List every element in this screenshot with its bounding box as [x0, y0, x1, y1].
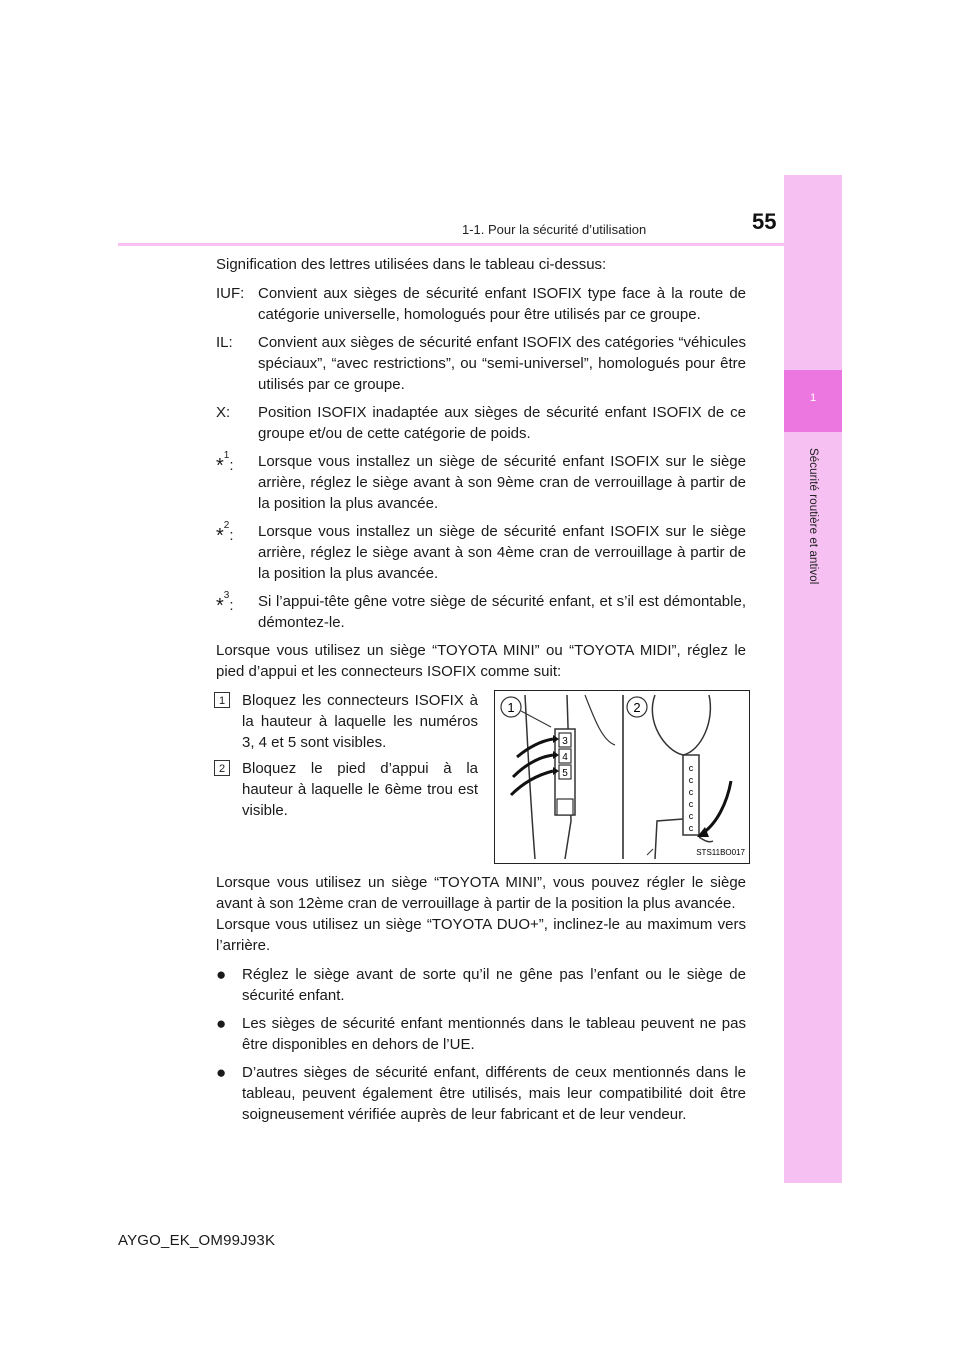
step-item	[216, 690, 478, 753]
figure-code: STS11BO017	[696, 848, 745, 857]
footnote-marker: *$^3$:	[216, 590, 234, 617]
footnote-text: Si l’appui-tête gêne votre siège de sécurité enfant, et s’il est démontable, démontez-le.	[258, 593, 746, 631]
chapter-sidebar	[784, 175, 842, 1183]
connector-number-5: 5	[562, 768, 568, 779]
svg-text:c: c	[688, 775, 694, 785]
bullet-icon: ●	[216, 965, 227, 984]
section-title: 1-1. Pour la sécurité d’utilisation	[462, 222, 647, 237]
bullet-icon: ●	[216, 1014, 227, 1033]
chapter-number: 1	[809, 392, 817, 404]
definition-text: Position ISOFIX inadaptée aux sièges de sécurité enfant ISOFIX de ce groupe et/ou de cette catégorie de poids.	[258, 404, 746, 442]
bullet-item	[216, 1013, 746, 1055]
bullet-text: Les sièges de sécurité enfant mentionnés dans le tableau peuvent ne pas être disponibles en dehors de l’UE.	[242, 1015, 746, 1053]
definition-item	[216, 283, 746, 325]
svg-text:c: c	[688, 811, 694, 821]
callout-1: 1	[507, 700, 515, 715]
toyota-seat-intro: Lorsque vous utilisez un siège “TOYOTA MINI” ou “TOYOTA MIDI”, réglez le pied d’appui et les connecteurs ISOFIX comme suit:	[216, 642, 746, 680]
chapter-title: Sécurité routière et antivol	[807, 448, 819, 585]
step-item	[216, 758, 478, 821]
footnote-marker: *$^2$:	[216, 520, 234, 547]
document-code: AYGO_EK_OM99J93K	[118, 1232, 276, 1249]
step-number: 2	[214, 760, 230, 776]
footnote-item	[216, 521, 746, 584]
definition-item	[216, 332, 746, 395]
svg-text:c: c	[688, 799, 694, 809]
bullet-item	[216, 964, 746, 1006]
footnote-marker: *$^1$:	[216, 450, 234, 477]
footnote-item	[216, 591, 746, 633]
steps-with-figure	[216, 690, 746, 868]
definition-text: Convient aux sièges de sécurité enfant ISOFIX des catégories “véhicules spéciaux”, “avec restrictions”, ou “semi-universel”, homologués pour être utilisés par ce groupe.	[258, 334, 746, 393]
step-text: Bloquez le pied d’appui à la hauteur à laquelle le 6ème trou est visible.	[242, 760, 478, 819]
footnote-text: Lorsque vous installez un siège de sécurité enfant ISOFIX sur le siège arrière, réglez le siège avant à son 4ème cran de verrouillage à partir de la position la plus avancée.	[258, 523, 746, 582]
step-number: 1	[214, 692, 230, 708]
svg-text:c: c	[688, 763, 694, 773]
definition-text: Convient aux sièges de sécurité enfant ISOFIX type face à la route de catégorie universelle, homologués pour être utilisés par ce groupe.	[258, 285, 746, 323]
definitions-intro: Signification des lettres utilisées dans le tableau ci-dessus:	[216, 256, 607, 273]
bullet-text: Réglez le siège avant de sorte qu’il ne gêne pas l’enfant ou le siège de sécurité enfant.	[242, 966, 746, 1004]
bullet-text: D’autres sièges de sécurité enfant, différents de ceux mentionnés dans le tableau, peuvent également être utilisés, mais leur compatibilité doit être soigneusement vérifiée auprès de leur fabricant et de leur vendeur.	[242, 1064, 746, 1123]
toyota-duo-note: Lorsque vous utilisez un siège “TOYOTA DUO+”, inclinez-le au maximum vers l’arrière.	[216, 916, 746, 954]
header-rule	[118, 243, 842, 246]
isofix-illustration-drawing	[495, 691, 748, 862]
bullet-item	[216, 1062, 746, 1125]
definition-term: X:	[216, 404, 231, 421]
svg-text:c: c	[688, 823, 694, 833]
connector-number-3: 3	[562, 736, 568, 747]
footnote-text: Lorsque vous installez un siège de sécurité enfant ISOFIX sur le siège arrière, réglez le siège avant à son 9ème cran de verrouillage à partir de la position la plus avancée.	[258, 453, 746, 512]
connector-number-4: 4	[562, 752, 568, 763]
isofix-illustration	[494, 690, 750, 864]
definition-term: IUF:	[216, 285, 245, 302]
toyota-mini-note: Lorsque vous utilisez un siège “TOYOTA MINI”, vous pouvez régler le siège avant à son 12ème cran de verrouillage à partir de la position la plus avancée.	[216, 874, 746, 912]
definition-item	[216, 402, 746, 444]
footnote-item	[216, 451, 746, 514]
bullet-icon: ●	[216, 1063, 227, 1082]
page-number: 55	[752, 209, 777, 234]
definition-term: IL:	[216, 334, 233, 351]
callout-2: 2	[633, 700, 641, 715]
page-content	[216, 254, 746, 1132]
svg-text:c: c	[688, 787, 694, 797]
step-text: Bloquez les connecteurs ISOFIX à la hauteur à laquelle les numéros 3, 4 et 5 sont visibles.	[242, 692, 478, 751]
